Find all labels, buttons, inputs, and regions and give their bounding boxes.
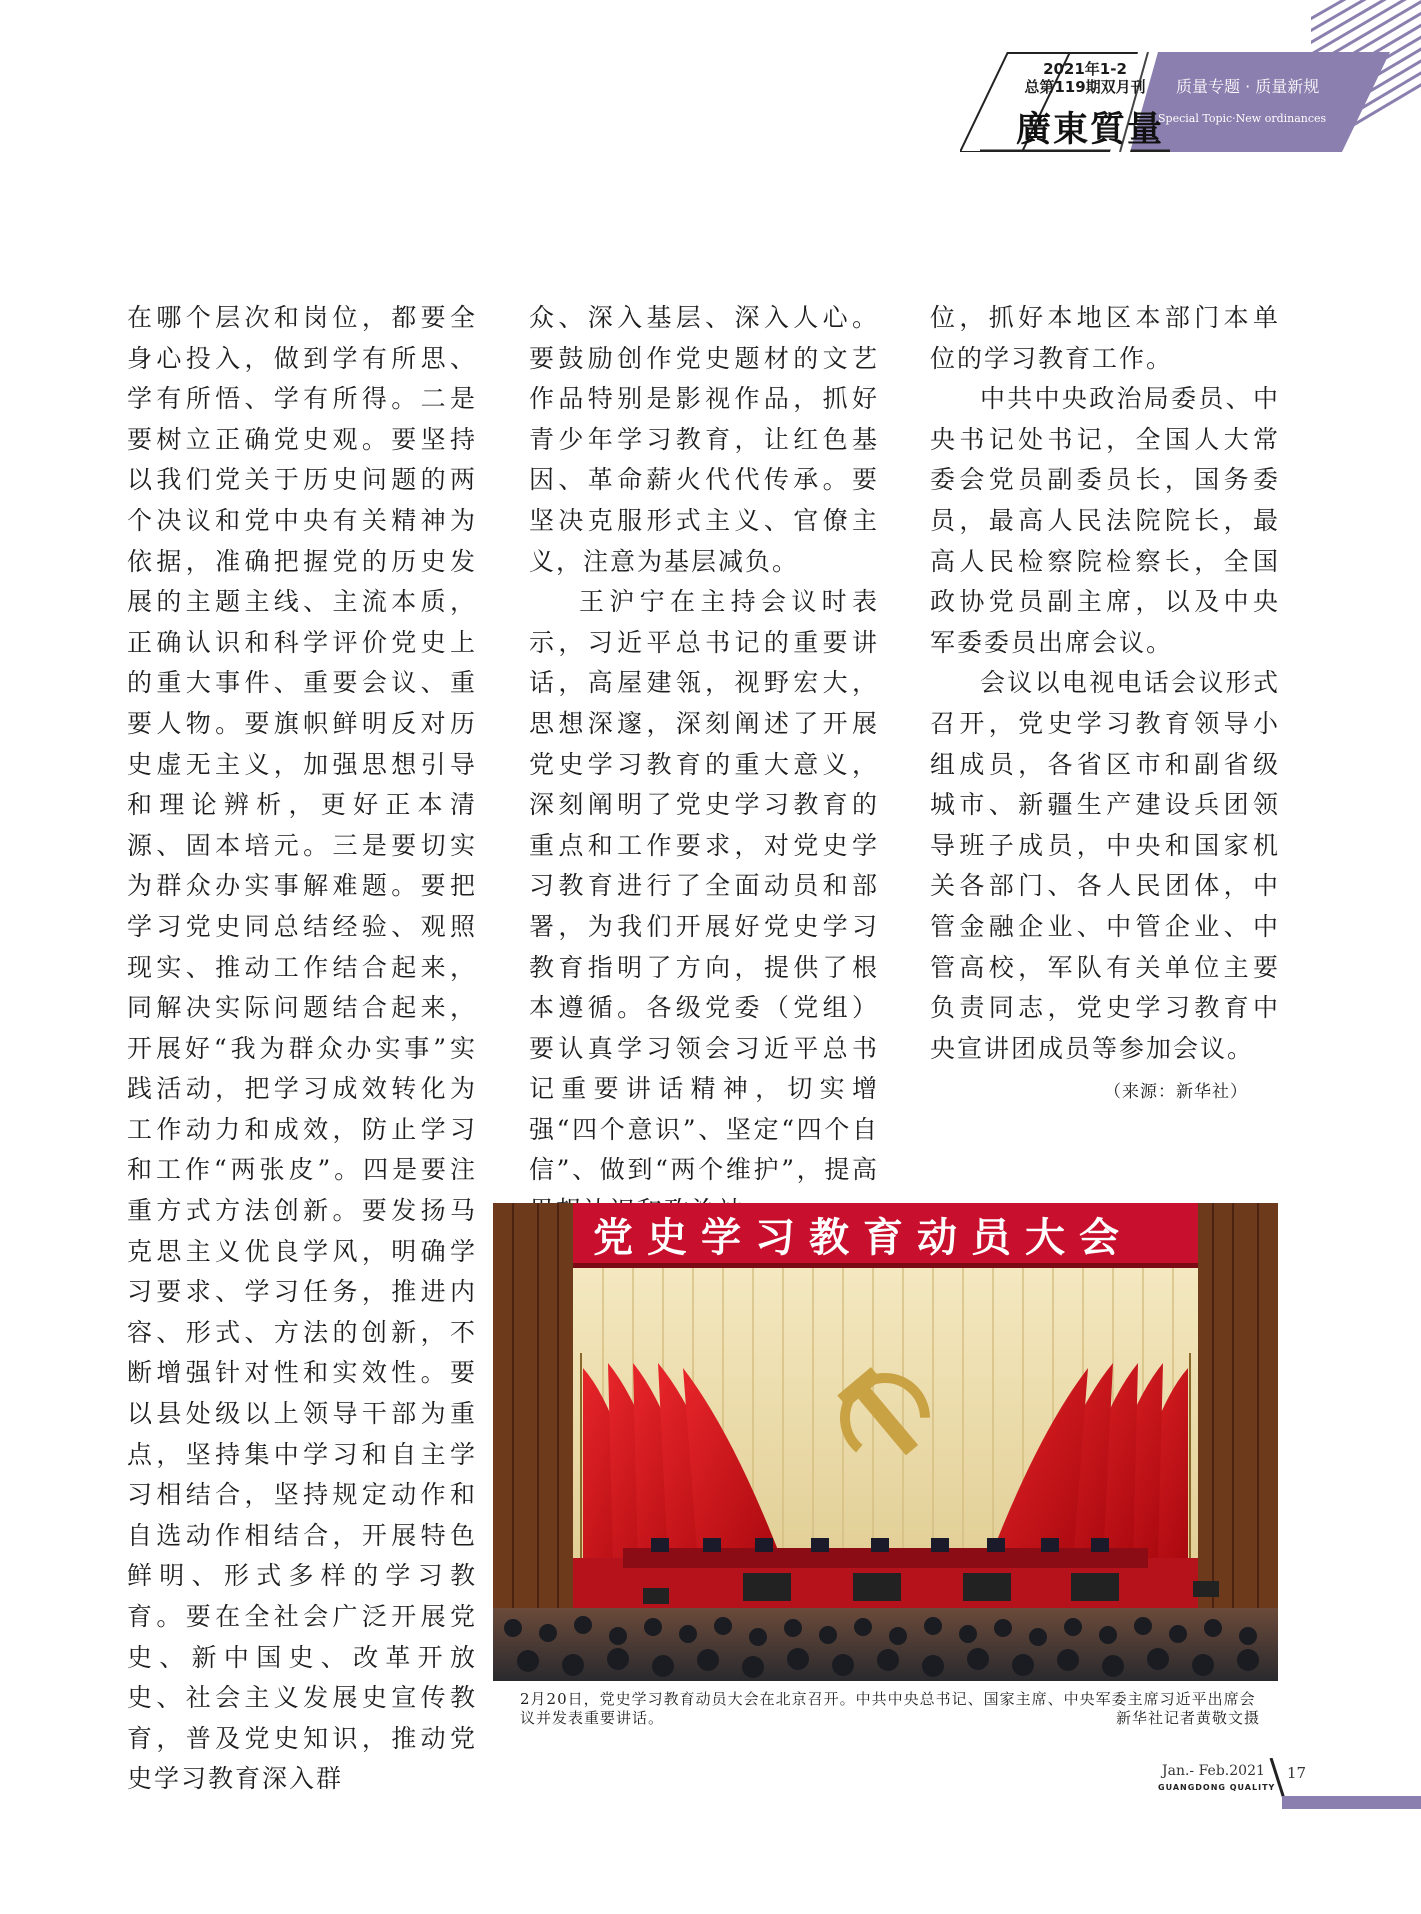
section-title-cn: 质量专题 · 质量新规 (1176, 77, 1320, 96)
footer-magazine-name: GUANGDONG QUALITY (1158, 1783, 1276, 1792)
column-3-paragraph-1: 位，抓好本地区本部门本单位的学习教育工作。 (930, 303, 1280, 373)
conference-hall-illustration (493, 1203, 1278, 1681)
article-source: （来源：新华社） (1104, 1082, 1248, 1102)
footer-accent-bar (1282, 1796, 1421, 1809)
section-title-en: Special Topic·New ordinances (1158, 112, 1327, 125)
caption-text: 2月20日，党史学习教育动员大会在北京召开。中共中央总书记、国家主席、中央军委主席习近平出席会议并发表重要讲话。 (520, 1690, 1256, 1727)
article-column-1 (127, 298, 477, 1800)
column-2-paragraph-2: 王沪宁在主持会议时表示，习近平总书记的重要讲话，高屋建瓴，视野宏大，思想深邃，深刻阐述了开展党史学习教育的重大意义，深刻阐明了党史学习教育的重点和工作要求，对党史学习教育进行了全面动员和部署，为我们开展好党史学习教育指明了方向，提供了根本遵循。各级党委（党组）要认真学习领会习近平总书记重要讲话精神，切实增强“四个意识”、坚定“四个自信”、做到“两个维护”，提高 (529, 587, 879, 1185)
column-3-paragraph-2: 中共中央政治局委员、中央书记处书记，全国人大常委会党员副委员长，国务委员，最高人民法院院长，最高人民检察院检察长，全国政协党员副主席，以及中央军委委员出席会议。 (930, 384, 1280, 657)
article-column-2 (529, 298, 879, 1232)
page-number: 17 (1287, 1764, 1307, 1782)
conference-photo (493, 1203, 1278, 1681)
issue-line-1: 2021年1-2 (1043, 60, 1127, 78)
magazine-logo: 廣東質量 (1015, 109, 1164, 150)
photo-credit: 新华社记者黄敬文摄 (1115, 1709, 1260, 1727)
issue-line-2: 总第119期双月刊 (1024, 78, 1146, 96)
footer-date: Jan.- Feb.2021 (1162, 1763, 1265, 1779)
column-1-paragraph-1: 在哪个层次和岗位，都要全身心投入，做到学有所思、学有所悟、学有所得。二是要树立正确党史观。要坚持以我们党关于历史问题的两个决议和党中央有关精神为依据，准确把握党的历史发展的主题主线、主流本质，正确认识和科学评价党史上的重大事件、重要会议、重要人物。要旗帜鲜明反对历史虚无主义，加强思想引导和理论辨析，更好正本清源、固本培元。三是要切实为群众办实事解难题。要把学习党史同总结经验、观照现实、推动工作结合起来，同解决实际问题结合起来，开展好“我为群众办实事”实践活动，把学习成效转化为工作动力和成效，防止学习和工作“两张皮”。四是要注重方式方法创新。要发扬马克思主义优良学风，明确学习要求、学习任务，推进内容、形式、方法的创新，不断增强针对性和实效性。要以县处级以上领导干部为重点，坚持集中学习和自主学习相结合，坚持规定动作和自选动作相结合，开展特色鲜明、形式多样的学习教育。要在全社会广泛开展党史、新中国史、改革开放史、社会主义发展史宣传教育，普及党史知识，推动党史学习教育深入群 (127, 303, 477, 1794)
column-2-paragraph-1: 众、深入基层、深入人心。要鼓励创作党史题材的文艺作品特别是影视作品，抓好青少年学习教育，让红色基因、革命薪火代代传承。要坚决克服形式主义、官僚主义，注意为基层减负。 (529, 303, 879, 576)
banner-text: 党史学习教育动员大会 (593, 1215, 1133, 1261)
issue-info (1010, 60, 1160, 96)
article-column-3 (930, 298, 1280, 1069)
column-3-paragraph-3: 会议以电视电话会议形式召开，党史学习教育领导小组成员，各省区市和副省级城市、新疆生产建设兵团领导班子成员，中央和国家机关各部门、各人民团体，中管金融企业、中管企业、中管高校，军队有关单位主要负责同志，党史学习教育中央宣讲团成员等参加会议。 (930, 668, 1280, 1063)
photo-caption (520, 1690, 1260, 1728)
